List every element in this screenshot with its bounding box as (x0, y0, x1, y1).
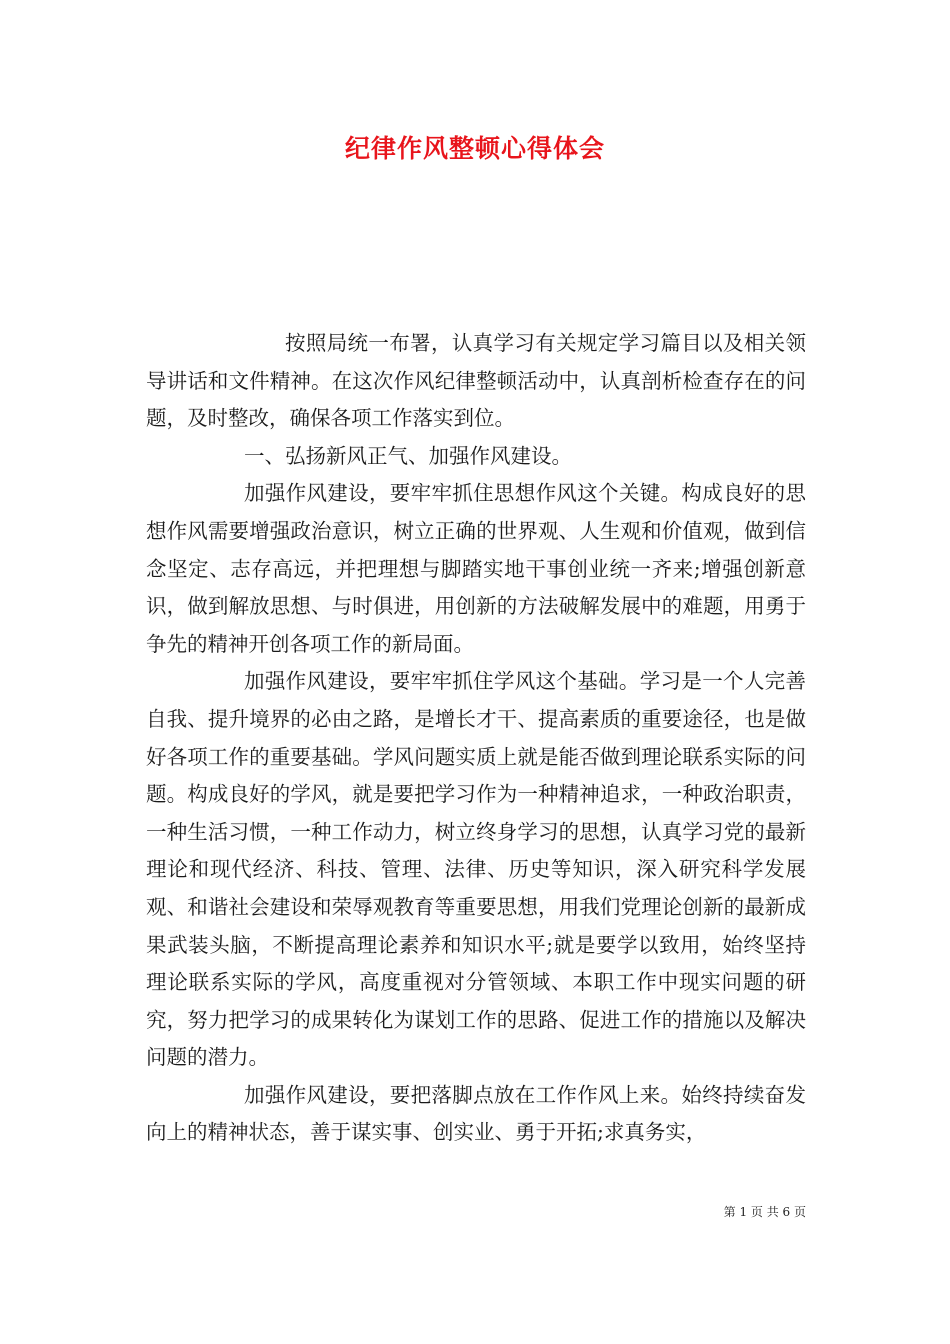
document-body (146, 325, 806, 1152)
section-heading: 一、弘扬新风正气、加强作风建设。 (244, 443, 572, 468)
paragraph-thought-style: 加强作风建设，要牢牢抓住思想作风这个关键。构成良好的思想作风需要增强政治意识，树立正确的世界观、人生观和价值观，做到信念坚定、志存高远，并把理想与脚踏实地干事创业统一齐来;增强创新意识，做到解放思想、与时俱进，用创新的方法破解发展中的难题，用勇于争先的精神开创各项工作的新局面。 (146, 481, 806, 656)
paragraph-work-style: 加强作风建设，要把落脚点放在工作作风上来。始终持续奋发向上的精神状态，善于谋实事、创实业、勇于开拓;求真务实， (146, 1082, 806, 1145)
document-title: 纪律作风整顿心得体会 (344, 134, 605, 163)
intro-paragraph: 按照局统一布署，认真学习有关规定学习篇目以及相关领导讲话和文件精神。在这次作风纪律整顿活动中，认真剖析检查存在的问题，及时整改，确保各项工作落实到位。 (146, 331, 806, 431)
paragraph-study-style: 加强作风建设，要牢牢抓住学风这个基础。学习是一个人完善自我、提升境界的必由之路，是增长才干、提高素质的重要途径，也是做好各项工作的重要基础。学风问题实质上就是能否做到理论联系实际的问题。构成良好的学风，就是要把学习作为一种精神追求，一种政治职责，一种生活习惯，一种工作动力，树立终身学习的思想，认真学习党的最新理论和现代经济、科技、管理、法律、历史等知识，深入研究科学发展观、和谐社会建设和荣辱观教育等重要思想，用我们党理论创新的最新成果武装头脑，不断提高理论素养和知识水平;就是要学以致用，始终坚持理论联系实际的学风，高度重视对分管领域、本职工作中现实问题的研究，努力把学习的成果转化为谋划工作的思路、促进工作的措施以及解决问题的潜力。 (146, 669, 806, 1070)
page-number: 第 1 页 共 6 页 (723, 1205, 806, 1219)
